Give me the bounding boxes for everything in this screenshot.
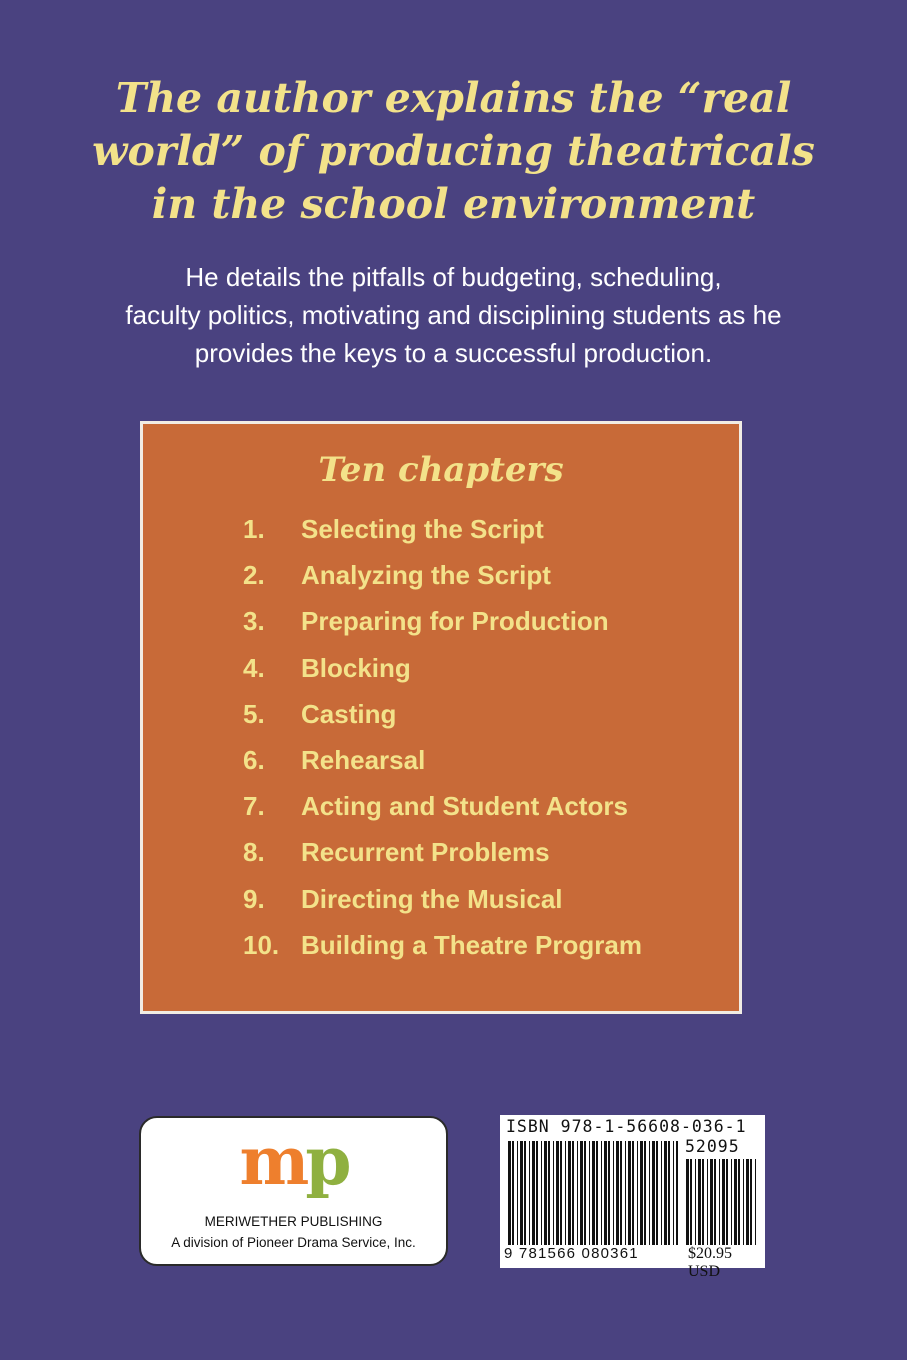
chapters-title: Ten chapters	[318, 450, 564, 490]
chapter-item	[243, 829, 642, 875]
chapter-title: Building a Theatre Program	[301, 929, 642, 960]
blurb-line-1: He details the pitfalls of budgeting, scheduling,	[185, 262, 722, 292]
isbn-label: ISBN 978-1-56608-036-1	[506, 1117, 747, 1136]
price-label: $20.95 USD	[688, 1245, 732, 1280]
chapter-item	[243, 783, 642, 829]
chapter-title: Directing the Musical	[301, 883, 563, 914]
chapter-title: Preparing for Production	[301, 606, 609, 637]
publisher-division: A division of Pioneer Drama Service, Inc.	[171, 1235, 416, 1250]
blurb-line-3: provides the keys to a successful production.	[194, 338, 713, 368]
chapter-number: 8.	[243, 837, 265, 868]
headline-line-2: world” of producing theatricals	[92, 127, 815, 175]
headline-line-1: The author explains the “real	[115, 74, 792, 122]
publisher-badge	[139, 1116, 448, 1266]
chapter-item	[243, 876, 642, 922]
chapter-item	[243, 552, 642, 598]
chapter-number: 7.	[243, 791, 265, 822]
chapter-number: 10.	[243, 929, 280, 960]
chapter-number: 9.	[243, 883, 265, 914]
chapter-item	[243, 691, 642, 737]
chapter-number: 5.	[243, 698, 265, 729]
chapter-number: 4.	[243, 652, 265, 683]
price-code: 52095	[685, 1137, 740, 1156]
chapter-item	[243, 922, 642, 968]
logo-letter-p: p	[305, 1122, 348, 1200]
chapters-panel	[140, 421, 742, 1014]
description-blurb	[60, 258, 847, 372]
chapter-number: 6.	[243, 744, 265, 775]
publisher-name: MERIWETHER PUBLISHING	[204, 1214, 383, 1229]
chapter-item	[243, 737, 642, 783]
chapter-title: Recurrent Problems	[301, 837, 550, 868]
chapter-item	[243, 506, 642, 552]
headline-line-3: in the school environment	[151, 180, 756, 228]
chapter-list	[243, 506, 642, 968]
isbn-barcode	[500, 1115, 765, 1280]
chapter-item	[243, 645, 642, 691]
chapter-title: Analyzing the Script	[301, 560, 551, 591]
chapter-item	[243, 598, 642, 644]
chapter-number: 1.	[243, 514, 265, 544]
chapter-title: Selecting the Script	[301, 514, 544, 544]
chapter-number: 3.	[243, 606, 265, 637]
chapter-title: Blocking	[301, 652, 411, 683]
chapter-number: 2.	[243, 560, 265, 591]
blurb-line-2: faculty politics, motivating and disciplining students as he	[125, 300, 782, 330]
publisher-logo	[141, 1122, 446, 1200]
chapter-title: Casting	[301, 698, 397, 729]
isbn-digits: 9 781566 080361	[504, 1245, 639, 1262]
headline	[60, 72, 847, 231]
logo-letter-m: m	[239, 1122, 306, 1200]
chapter-title: Acting and Student Actors	[301, 791, 628, 822]
chapter-title: Rehearsal	[301, 744, 426, 775]
